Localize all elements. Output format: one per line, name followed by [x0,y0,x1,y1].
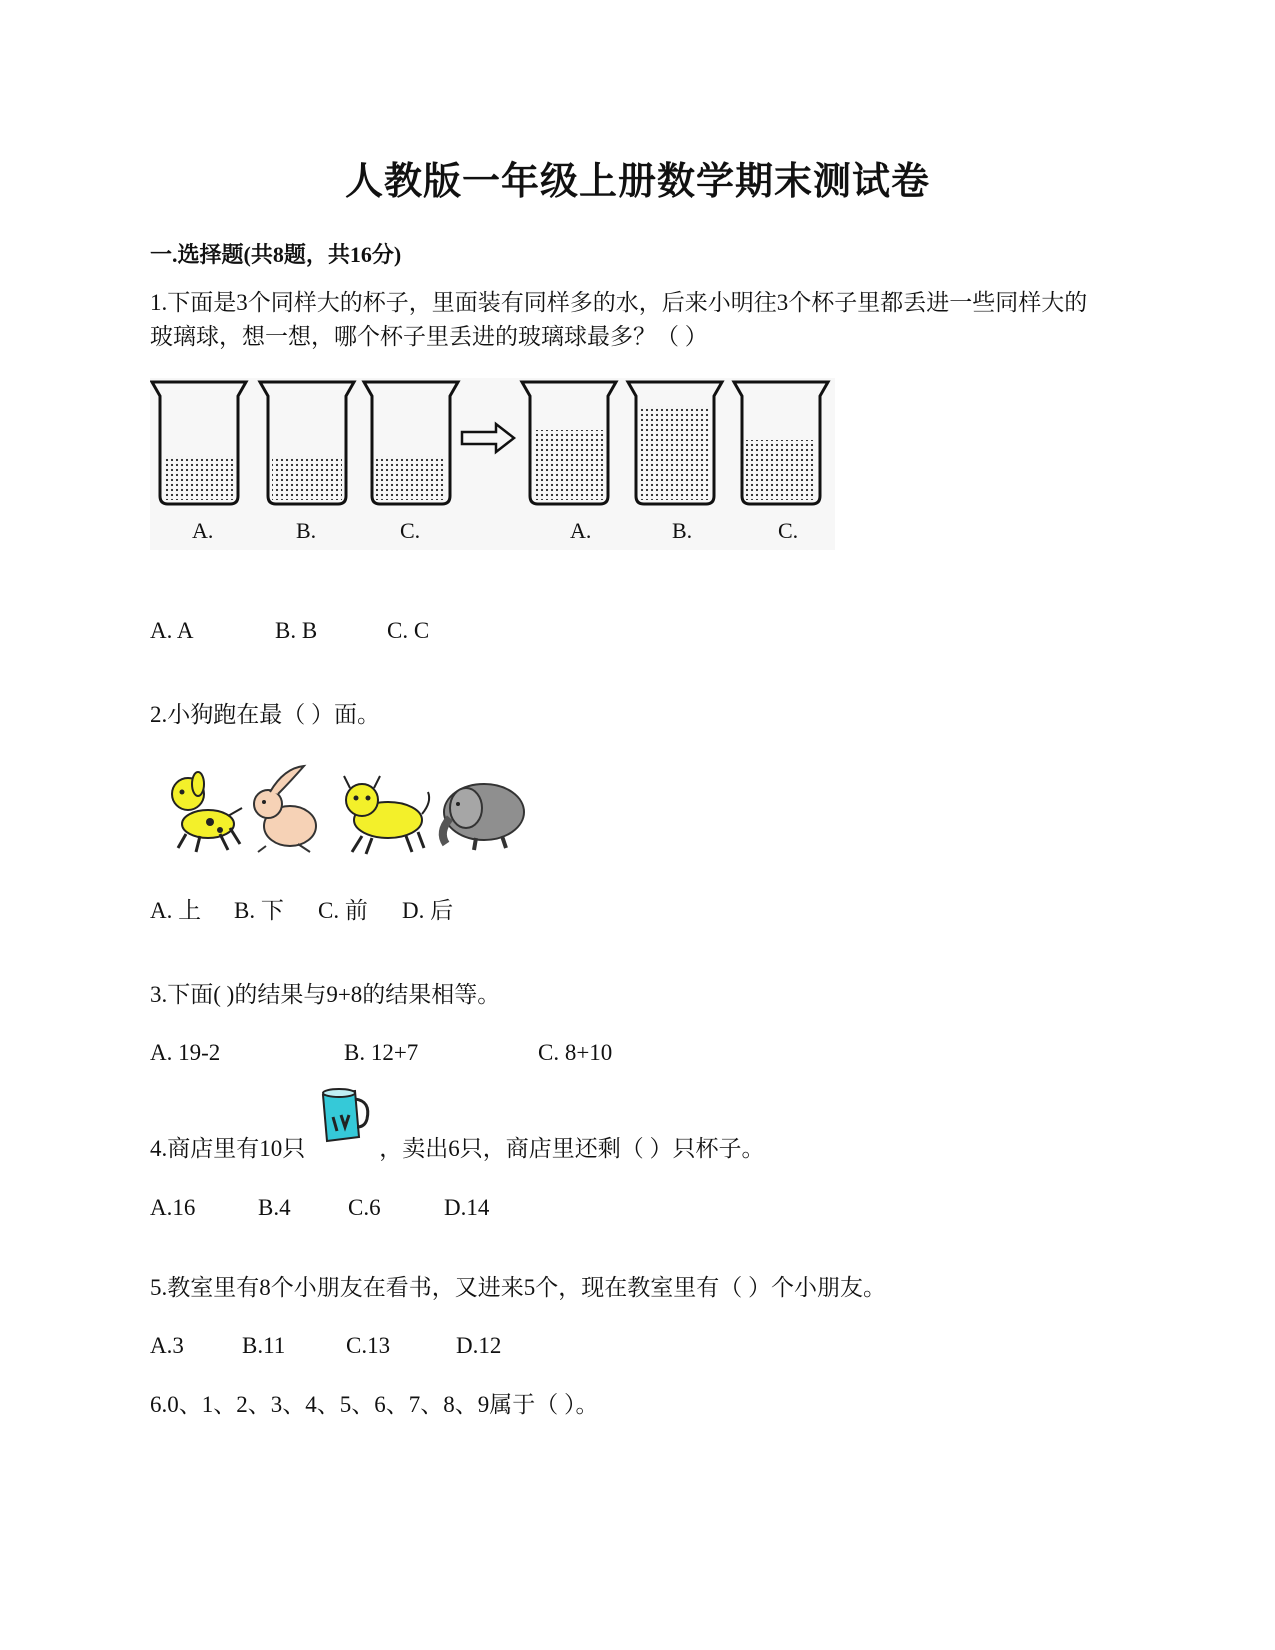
question-4-options [150,1195,489,1221]
option-b[interactable]: B. B [275,618,318,643]
beaker-label: A. [570,518,592,543]
option-a[interactable]: A.3 [150,1333,184,1358]
cup-icon [315,1087,385,1147]
animals-figure [166,762,538,862]
question-1-stem: 1.下面是3个同样大的杯子，里面装有同样多的水，后来小明往3个杯子里都丢进一些同样大的玻璃球，想一想，哪个杯子里丢进的玻璃球最多？（ ） [150,290,1088,349]
option-d[interactable]: D.12 [456,1333,502,1358]
option-c[interactable]: C. C [387,618,430,643]
question-5-options [150,1333,501,1359]
option-a[interactable]: A.16 [150,1195,196,1220]
question-4-stem [150,1132,765,1166]
question-5-stem: 5.教室里有8个小朋友在看书，又进来5个，现在教室里有（ ）个小朋友。 [150,1275,886,1300]
option-b[interactable]: B. 12+7 [344,1040,419,1065]
option-b[interactable]: B.4 [258,1195,291,1220]
option-b[interactable]: B.11 [242,1333,286,1358]
rabbit-icon [254,766,316,852]
option-c[interactable]: C.6 [348,1195,381,1220]
beaker-label: C. [400,518,421,543]
beaker-label: C. [778,518,799,543]
elephant-icon [443,784,524,850]
section-heading: 一.选择题(共8题，共16分) [150,242,402,267]
question-3-options [150,1040,612,1066]
beaker-label: B. [296,518,317,543]
option-d[interactable]: D. 后 [402,898,454,923]
question-1-options [150,618,429,644]
question-3-stem: 3.下面( )的结果与9+8的结果相等。 [150,982,501,1007]
question-4-stem-before: 4.商店里有10只 [150,1136,306,1161]
option-c[interactable]: C.13 [346,1333,391,1358]
beaker-label: A. [192,518,214,543]
option-c[interactable]: C. 前 [318,898,368,923]
option-a[interactable]: A. A [150,618,194,643]
option-d[interactable]: D.14 [444,1195,490,1220]
option-b[interactable]: B. 下 [234,898,284,923]
page-title: 人教版一年级上册数学期末测试卷 [344,161,930,203]
dog-icon [172,772,242,852]
question-6-stem: 6.0、1、2、3、4、5、6、7、8、9属于（ ）。 [150,1392,599,1417]
question-2-stem: 2.小狗跑在最（ ）面。 [150,702,380,727]
option-a[interactable]: A. 上 [150,898,202,923]
beaker-label: B. [672,518,693,543]
cow-icon [344,776,429,854]
question-2-options [150,892,453,925]
option-c[interactable]: C. 8+10 [538,1040,613,1065]
beaker-figure [150,378,835,550]
question-4-stem-after: ，卖出6只，商店里还剩（ ）只杯子。 [379,1136,765,1161]
option-a[interactable]: A. 19-2 [150,1040,221,1065]
